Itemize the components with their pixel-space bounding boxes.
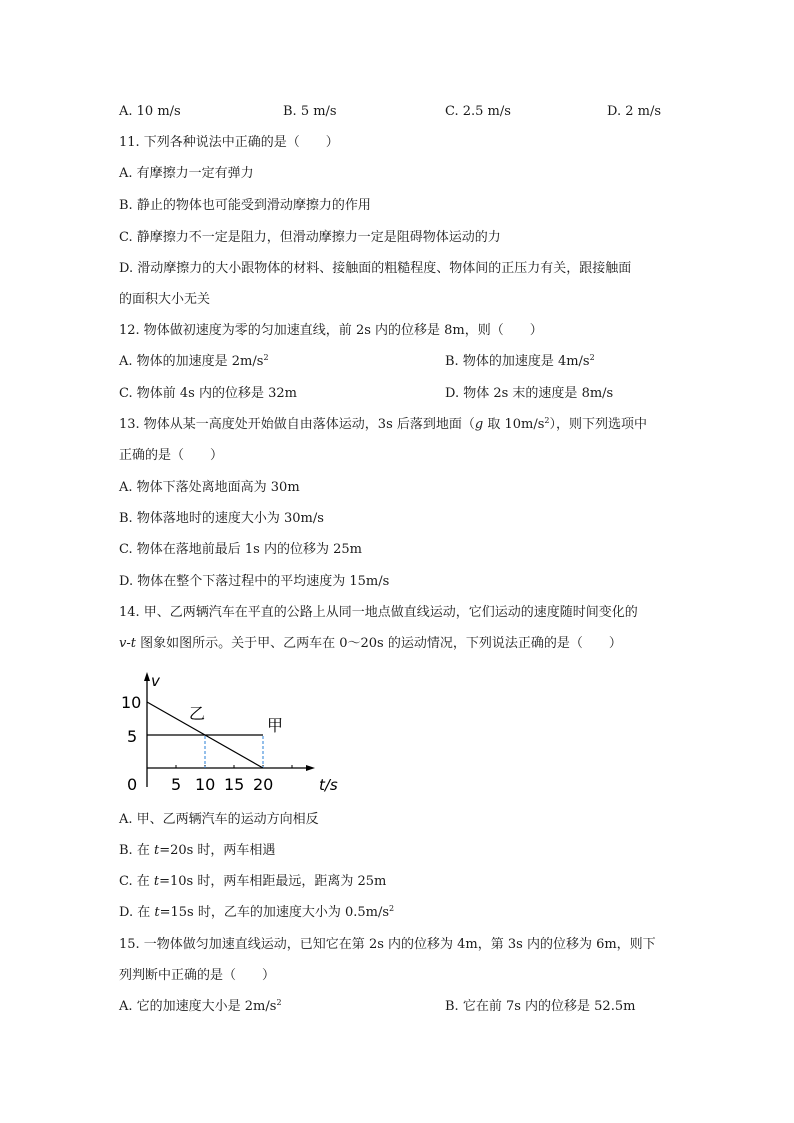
q11-option-d-line2: 的面积大小无关 (119, 292, 211, 307)
series-yi-label: 乙 (189, 704, 206, 723)
q15-stem-line1: 15. 一物体做匀加速直线运动，已知它在第 2s 内的位移为 4m，第 3s 内的位移为 6m，则下 (119, 937, 656, 952)
x-tick-label-10: 10 (195, 775, 216, 794)
x-axis-arrow (306, 765, 315, 771)
q14-option-d: D. 在 t=15s 时，乙车的加速度大小为 $0.5m/s^2$ (119, 904, 395, 920)
origin-label: 0 (127, 775, 138, 794)
q15-option-b: B. 它在前 7s 内的位移是 52.5m (445, 999, 636, 1014)
q13-option-c: C. 物体在落地前最后 1s 内的位移为 25m (119, 542, 362, 557)
q12-option-b: B. 物体的加速度是 $4m/s^2$ (445, 353, 595, 369)
x-axis-label: t/s (319, 776, 338, 794)
q11-option-d-line1: D. 滑动摩擦力的大小跟物体的材料、接触面的粗糙程度、物体间的正压力有关，跟接触面 (119, 261, 632, 276)
q13-stem-line2: 正确的是（ ） (119, 448, 224, 463)
q11-option-a: A. 有摩擦力一定有弹力 (119, 166, 254, 181)
x-tick-label-5: 5 (171, 775, 182, 794)
q14-option-b: B. 在 t=20s 时，两车相遇 (119, 843, 276, 858)
q14-stem-line1: 14. 甲、乙两辆汽车在平直的公路上从同一地点做直线运动，它们运动的速度随时间变化的 (119, 605, 638, 620)
q14-option-a: A. 甲、乙两辆汽车的运动方向相反 (119, 812, 319, 827)
q11-option-c: C. 静摩擦力不一定是阻力，但滑动摩擦力一定是阻碍物体运动的力 (119, 230, 501, 245)
q14-option-c: C. 在 t=10s 时，两车相距最远，距离为 25m (119, 874, 387, 889)
q10-option-b: B. 5 m/s (283, 104, 337, 119)
q14-stem-line2: v-t 图象如图所示。关于甲、乙两车在 0～20s 的运动情况，下列说法正确的是（ ） (119, 636, 622, 651)
q10-option-d: D. 2 m/s (607, 104, 662, 119)
x-tick-label-15: 15 (224, 775, 245, 794)
y-axis-arrow (144, 672, 150, 681)
q13-option-b: B. 物体落地时的速度大小为 30m/s (119, 511, 324, 526)
y-tick-10: 10 (121, 693, 142, 712)
q13-option-a: A. 物体下落处离地面高为 30m (119, 480, 300, 495)
q13-stem-line1: 13. 物体从某一高度处开始做自由落体运动，3s 后落到地面（g 取 $10m/s^2$），则下列选项中 (119, 416, 648, 432)
series-jia-label: 甲 (267, 716, 284, 735)
q10-option-c: C. 2.5 m/s (445, 104, 511, 119)
q10-option-a: A. 10 m/s (119, 104, 181, 119)
q13-option-d: D. 物体在整个下落过程中的平均速度为 15m/s (119, 574, 390, 589)
y-tick-5: 5 (127, 727, 138, 746)
q12-option-c: C. 物体前 4s 内的位移是 32m (119, 386, 297, 401)
q15-stem-line2: 列判断中正确的是（ ） (119, 968, 276, 983)
q12-option-a: A. 物体的加速度是 $2m/s^2$ (119, 353, 269, 369)
q11-stem: 11. 下列各种说法中正确的是（ ） (119, 135, 339, 150)
q11-option-b: B. 静止的物体也可能受到滑动摩擦力的作用 (119, 198, 371, 213)
q12-stem: 12. 物体做初速度为零的匀加速直线，前 2s 内的位移是 8m，则（ ） (119, 323, 543, 338)
vt-graph (115, 670, 345, 800)
q15-option-a: A. 它的加速度大小是 $2m/s^2$ (119, 998, 282, 1014)
x-tick-label-20: 20 (253, 775, 274, 794)
q12-option-d: D. 物体 2s 末的速度是 8m/s (445, 386, 614, 401)
y-axis-label: v (151, 672, 160, 690)
